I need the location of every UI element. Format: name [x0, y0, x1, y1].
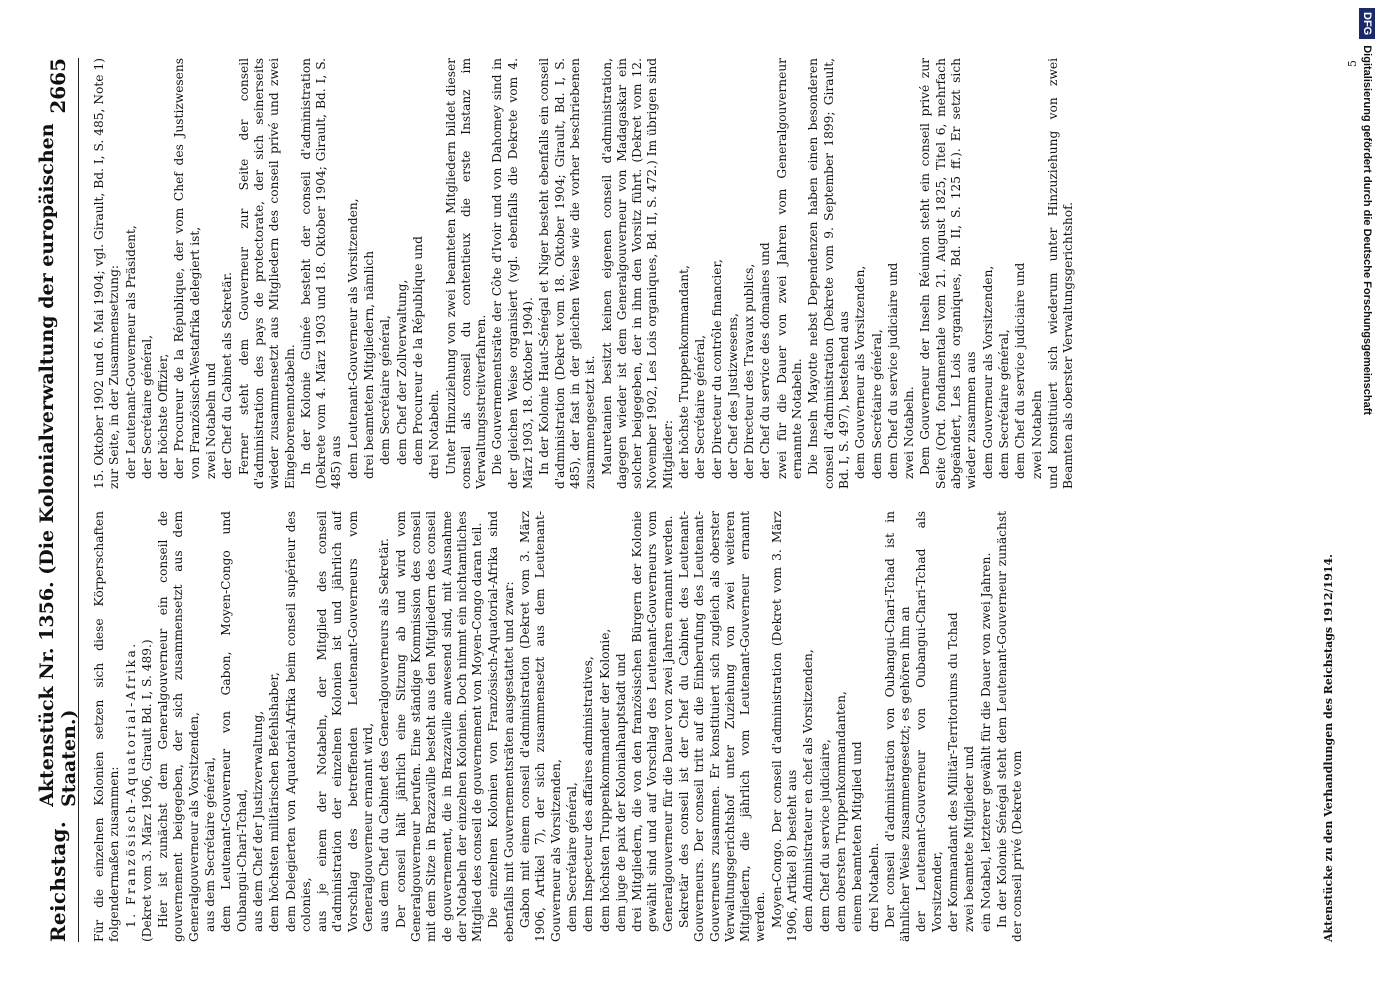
paragraph: dem Administrateur en chef als Vorsitzenden,	[801, 649, 816, 932]
paragraph: einem beamteten Mitglied und	[850, 741, 865, 932]
paragraph: drei Notabeln.	[427, 389, 442, 479]
paragraph: aus dem Secrétaire général,	[203, 756, 218, 932]
paragraph: Für die einzelnen Kolonien setzen sich diese Körperschaften folgendermaßen zusammen:	[92, 511, 122, 942]
paragraph: der Directeur du contrôle financier,	[709, 259, 724, 479]
page-footer: Aktenstücke zu den Verhandlungen des Reichstags 1912/1914.	[1322, 554, 1335, 942]
paragraph: In der Kolonie Sénégal steht dem Leutenant-Gouverneur zunächst der conseil privé (Dekrete vom	[994, 511, 1025, 942]
paragraph: aus dem Chef der Justizverwaltung,	[250, 710, 265, 932]
paragraph: dem Chef der Zollverwaltung,	[394, 279, 409, 465]
paragraph: drei Notabeln.	[866, 842, 881, 932]
header-title: Aktenstück Nr. 1356. (Die Kolonialverwaltung der europäischen Staaten.)	[36, 123, 80, 807]
paragraph: und konstituiert sich wiederum unter Hinzuziehung von zwei Beamten als oberster Verwaltungsgerichtshof.	[1045, 58, 1076, 489]
paragraph: dem Procureur de la République und	[410, 236, 425, 465]
paragraph: drei beamteten Mitgliedern, nämlich	[362, 250, 377, 479]
paragraph: zwei Notabeln und	[204, 362, 219, 479]
paragraph: dem obersten Truppenkommandanten,	[833, 691, 848, 932]
paragraph: dem Gouverneur als Vorsitzenden,	[853, 265, 868, 479]
paragraph: In der Kolonie Guinée besteht der conseil d'administration (Dekrete vom 4. März 1903 und 18. Oktober 1904; Girault, Bd. I, S. 485) aus	[298, 58, 344, 489]
paragraph: der Chef du service des domaines und	[758, 242, 773, 479]
page-number: 2665	[46, 58, 70, 114]
paragraph: der Chef du Cabinet als Sekretär.	[220, 272, 235, 479]
paragraph: der höchste Offizier,	[156, 353, 171, 479]
paragraph: dem höchsten militärischen Befehlshaber,	[267, 672, 282, 932]
dfg-logo: DFG	[1359, 8, 1375, 39]
paragraph: drei Mitgliedern, die von den französischen Bürgern der Kolonie gewählt sind und auf Vorschlag des Leutenant-Gouverneurs vom Generalgouverneur für die Dauer von zwei Jahren ernannt werden.	[630, 511, 675, 932]
paragraph: dem Chef du service judiciaire und	[1013, 262, 1028, 479]
paragraph: zwei beamtete Mitglieder und	[962, 745, 977, 932]
paragraph: aus je einem der Notabeln, der Mitglied des conseil d'administration der einzelnen Kolonien ist und jährlich auf Vorschlag des betreffenden Leutenant-Gouverneurs vom Generalgouverneur ernannt wird,	[315, 511, 376, 932]
paragraph: der Secrétaire général,	[139, 334, 154, 479]
paragraph: Die Inseln Mayotte nebst Dependenzen haben einen besonderen conseil d'administration (Dekrete vom 9. September 1899; Girault, Bd. I, S. 497), bestehend aus	[806, 58, 851, 489]
paragraph: der Procureur de la République, der vom Chef des Justizwesens von Französisch-Westafrika delegiert ist,	[172, 58, 202, 479]
paragraph: der höchste Truppenkommandant,	[676, 265, 691, 479]
paragraph: aus dem Chef du Cabinet des Generalgouverneurs als Sekretär.	[377, 538, 392, 932]
text-column-right	[92, 58, 1313, 489]
paragraph: dem Secrétaire général,	[378, 315, 393, 465]
paragraph: Dem Gouverneur der Inseln Réunion steht ein conseil privé zur Seite (Ord. fondamentale vom 21. August 1825, Titel 6, mehrfach abgeändert, Les Lois organiques, Bd. II, S. 125 ff.). Er setzt sich wieder zusammen aus	[918, 58, 979, 489]
paragraph: dem juge de paix der Kolonialhauptstadt und	[613, 653, 628, 932]
paragraph: dem höchsten Truppenkommandeur der Kolonie,	[597, 628, 612, 932]
paragraph: dem Chef du service judiciaire und	[885, 262, 900, 479]
paragraph: dem Leutenant-Gouverneur von Gabon, Moyen-Congo und Oubangui-Chari-Tchad,	[219, 511, 249, 932]
paragraph: Der conseil d'administration von Oubangui-Chari-Tchad ist in ähnlicher Weise zusammengesetzt; es gehören ihm an	[882, 511, 913, 942]
paragraph: dem Gouverneur als Vorsitzenden,	[980, 265, 995, 479]
paragraph: der Kommandant des Militär-Territoriums du Tchad	[946, 612, 961, 932]
paragraph: der Chef des Justizwesens,	[725, 313, 740, 479]
digitization-notice-label: Digitalisierung gefördert durch die Deutsche Forschungsgemeinschaft	[1361, 45, 1373, 416]
paragraph: dem Inspecteur des affaires administratives,	[581, 656, 596, 932]
paragraph: zwei Notabeln.	[902, 386, 917, 479]
paragraph: In der Kolonie Haut-Sénégal et Niger besteht ebenfalls ein conseil d'administration (Dekret vom 18. Oktober 1904; Girault, Bd. I, S. 485), der fast in der gleichen Weise wie die vorher beschriebenen zusammengesetzt ist.	[537, 58, 598, 489]
paragraph: ein Notabel, letzterer gewählt für die Dauer von zwei Jahren.	[978, 552, 993, 932]
paragraph: Sekretär des conseil ist der Chef du Cabinet des Leutenant-Gouverneurs. Der conseil tritt auf die Einberufung des Leutenant-Gouverneurs zusammen. Er konstituiert sich zugleich als oberster Verwaltungsgerichtshof unter Zuziehung von zwei weiteren Mitgliedern, die jährlich vom Leutenant-Gouverneur ernannt werden.	[676, 511, 768, 942]
paragraph: dem Chef du service judiciaire,	[817, 739, 832, 932]
paragraph: der Leutenant-Gouverneur von Oubangui-Chari-Tchad als Vorsitzender,	[914, 511, 944, 932]
paragraph: zwei Notabeln	[1029, 390, 1044, 479]
paragraph: Die Gouvernementsräte der Côte d'Ivoir und von Dahomey sind in der gleichen Weise organisiert (vgl. ebenfalls die Dekrete vom 4. März 1903, 18. Oktober 1904).	[490, 58, 536, 489]
paragraph: Die einzelnen Kolonien von Französisch-Aquatorial-Afrika sind ebenfalls mit Gouvernementsräten ausgestattet und zwar:	[486, 511, 516, 942]
paragraph: 1. Französisch-Aquatorial-Afrika.	[123, 641, 138, 928]
paragraph: Unter Hinzuziehung von zwei beamteten Mitgliedern bildet dieser conseil als conseil du contentieux die erste Instanz im Verwaltungsstreitverfahren.	[443, 58, 489, 489]
paragraph: dem Secrétaire général,	[869, 329, 884, 479]
paragraph: der Directeur des Travaux publics,	[742, 263, 757, 479]
paragraph: Moyen-Congo. Der conseil d'administration (Dekret vom 3. März 1906, Artikel 8) besteht aus	[769, 511, 800, 942]
paragraph: Hier ist zunächst dem Generalgouverneur ein conseil de gouvernement beigegeben, der sich zusammensetzt aus dem Generalgouverneur als Vorsitzenden,	[156, 511, 201, 942]
paragraph: Der conseil hält jährlich eine Sitzung ab und wird vom Generalgouverneur berufen. Eine ständige Kommission des conseil mit dem Sitze in Brazzaville besteht aus den Mitgliedern des conseil de gouvernement, die in Brazzaville anwesend sind, mit Ausnahme der Notabeln der einzelnen Kolonien. Doch nimmt ein nichtamtliches Mitglied des conseil de gouvernement von Moyen-Congo daran teil.	[393, 511, 485, 942]
paragraph: Mauretanien besitzt keinen eigenen conseil d'administration, dagegen wieder ist dem Generalgouverneur von Madagaskar ein solcher beigegeben, der in ihm den Vorsitz führt. (Dekret vom 12. November 1902, Les Lois organiques, Bd. II, S. 472.) Im übrigen sind Mitglieder:	[599, 58, 675, 489]
paragraph: Gabon mit einem conseil d'administration (Dekret vom 3. März 1906, Artikel 7), der sich zusammensetzt aus dem Leutenant-Gouverneur als Vorsitzenden,	[518, 511, 563, 942]
paragraph: dem Leutenant-Gouverneur als Vorsitzenden,	[345, 198, 360, 479]
paragraph: 15. Oktober 1902 und 6. Mai 1904; vgl. Girault, Bd. I, S. 485, Note 1) zur Seite, in der Zusammensetzung:	[92, 58, 122, 489]
text-column-left	[92, 511, 1313, 942]
paragraph: dem Secrétaire général,	[564, 782, 579, 932]
signature-number: 5	[1346, 60, 1359, 67]
paragraph: (Dekret vom 3. März 1906, Girault Bd. I, S. 489.)	[139, 639, 154, 942]
paragraph: zwei für die Dauer von zwei Jahren vom Generalgouverneur ernannte Notabeln.	[774, 58, 805, 479]
paragraph: der Leutenant-Gouverneur als Präsident,	[123, 225, 138, 479]
text-columns	[92, 58, 1313, 942]
paragraph: Ferner steht dem Gouverneur zur Seite der conseil d'administration des pays de protectorate, der sich seinerseits wieder zusammensetzt aus Mitgliedern des conseil privé und zwei Eingeborenennotabeln.	[236, 58, 297, 489]
header-left: Reichstag.	[46, 820, 70, 942]
paragraph: dem Delegierten von Aquatorial-Afrika beim conseil supérieur des colonies,	[283, 511, 313, 932]
paragraph: der Secrétaire général,	[693, 334, 708, 479]
page-header	[38, 58, 79, 942]
paragraph: dem Secrétaire général,	[996, 329, 1011, 479]
